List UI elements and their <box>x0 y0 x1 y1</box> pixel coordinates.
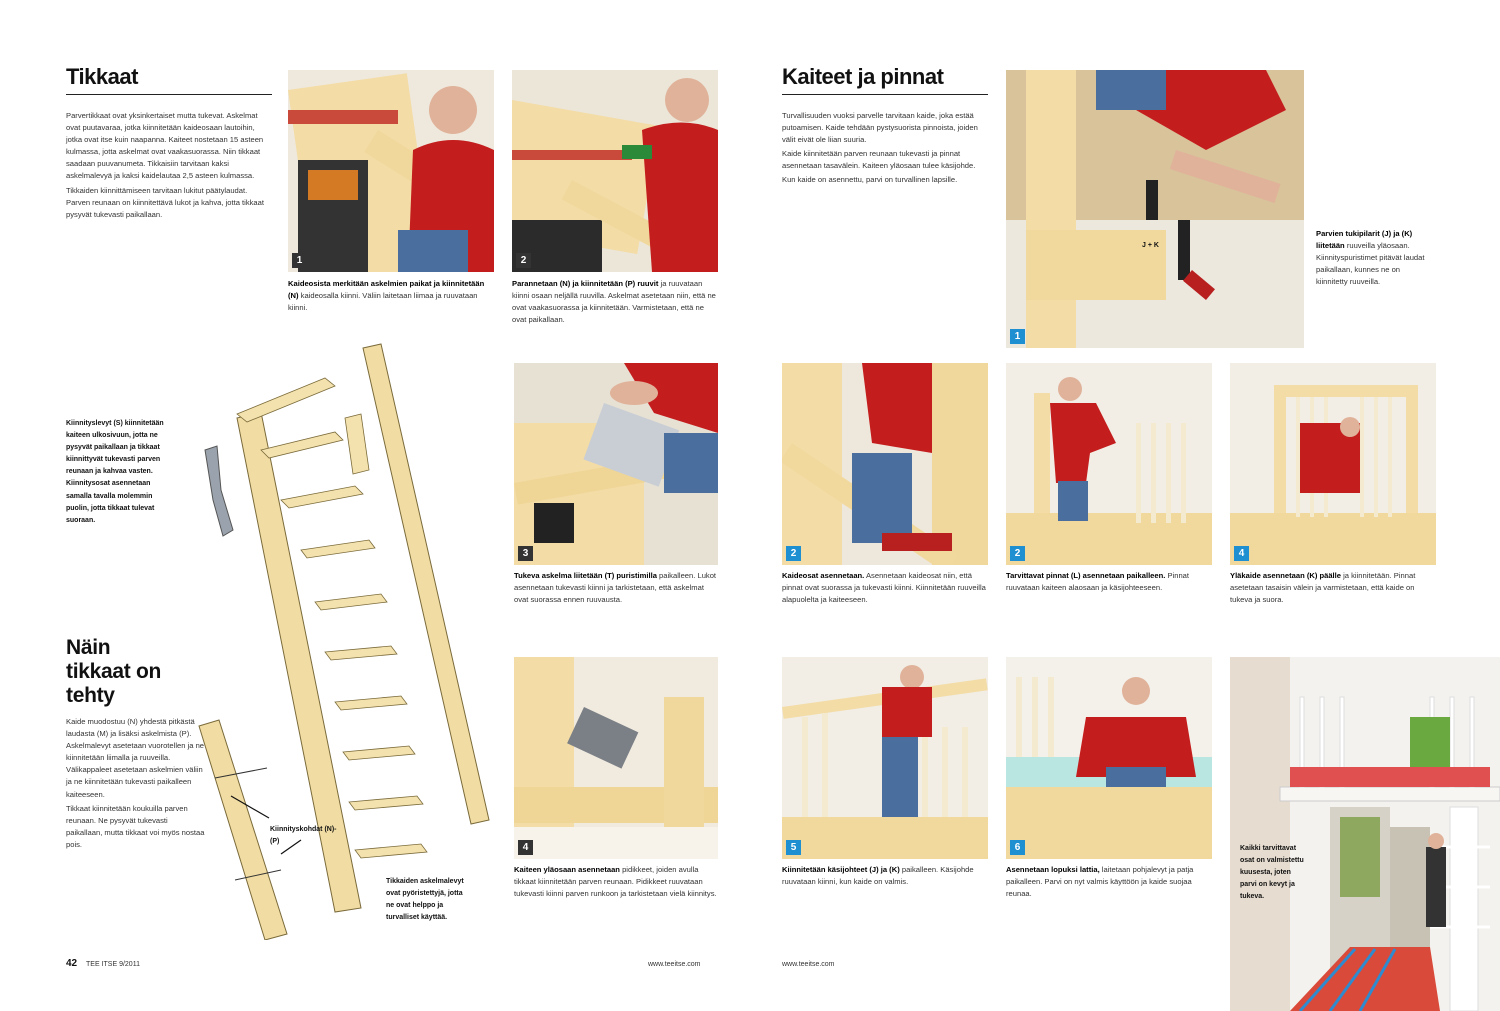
ladder-bottom-note: Tikkaiden askelmalevyt ovat pyöristettyjä, jotta ne ovat helppo ja turvalliset käyttää. <box>386 878 464 922</box>
section-title-made: Näin tikkaat on tehty <box>66 636 162 707</box>
rail-caption-6 <box>1006 864 1212 900</box>
step-caption-text: Pinnat ruuvataan kaiteen alaosaan ja käsijohteeseen. <box>1006 571 1190 592</box>
step-number-badge: 5 <box>786 840 801 855</box>
step-photo-2 <box>512 70 718 272</box>
intro-paragraph: Parvertikkaat ovat yksinkertaiset mutta tukevat. Askelmat ovat puutavaraa, jotka kiinnitetään kaideosaan lautoihin, jotka ovat itse kuin naapanna. Kaiteet nostetaan 15 asteen kulmassa, jotta askelmat ovat vaakasuorassa. Niin tikkaat saadaan puuvanumeta. Tikkaisiin tarvitaan kaksi askelmalevyä ja kaksi kaidelautaa 2,5 asteen kulmassa. <box>66 111 264 181</box>
step-caption-bold: Parvien tukipilarit (J) ja (K) liitetään <box>1316 229 1413 250</box>
step-caption-bold: Kiinnitetään käsijohteet (J) ja (K) <box>782 865 900 874</box>
rail-photo-5 <box>782 657 988 859</box>
rail-caption-2a <box>782 570 988 606</box>
intro-paragraph: Kun kaide on asennettu, parvi on turvallinen lapsille. <box>782 175 958 185</box>
step-caption-bold: Asennetaan lopuksi lattia, <box>1006 865 1100 874</box>
rail-caption-5 <box>782 864 988 888</box>
step-photo-1 <box>288 70 494 272</box>
step-caption-bold: Parannetaan (N) ja kiinnitetään (P) ruuvit <box>512 279 659 288</box>
step-caption-text: ja ruuvataan kiinni osaan neljällä ruuvilla. Askelmat asetetaan niin, että ne ovat vaakasuorassa ja kiinnitetään. Varmistetaan, että ne ovat paikallaan. <box>512 279 716 324</box>
step-caption-bold: Kaideosista merkitään askelmien paikat ja kiinnitetään (N) <box>288 279 485 300</box>
page-title-kaiteet: Kaiteet ja pinnat <box>782 64 988 95</box>
page-title-tikkaat: Tikkaat <box>66 64 272 95</box>
footer-url-right: www.teeitse.com <box>782 961 835 968</box>
step-caption-text: kaideosalla kiinni. Väliin laitetaan liimaa ja ruuvataan kiinni. <box>288 291 478 312</box>
step-photo-3 <box>514 363 718 565</box>
step-caption-text: ruuveilla yläosaan. Kiinnityspuristimet pitävät laudat paikallaan, kunnes ne on kiinnitetty ruuveilla. <box>1316 241 1425 286</box>
step-number-badge: 2 <box>516 253 531 268</box>
intro-paragraph: Tikkaiden kiinnittämiseen tarvitaan lukitut päätylaudat. Parven reunaan on kiinnitettävä lukot ja kahva, jotta tikkaat pysyvät tukevasti paikallaan. <box>66 185 264 219</box>
step-caption-bold: Tarvittavat pinnat (L) asennetaan paikalleen. <box>1006 571 1166 580</box>
footer-magazine <box>86 961 140 968</box>
step-caption-text: paikalleen. Lukot asennetaan tukevasti kiinni ja tarkistetaan, että askelmat ovat suorassa ennen ruuvausta. <box>514 571 717 604</box>
step-caption-text: pidikkeet, joiden avulla tikkaat kiinnitetään parven reunaan. Pidikkeet ruuvataan tukevasti kiinni parven runkoon ja tarkistetaan vielä kiinnitys. <box>514 865 717 898</box>
rail-caption-4 <box>1230 570 1436 606</box>
step-caption-bold: Yläkaide asennetaan (K) päälle <box>1230 571 1341 580</box>
step-number-badge: 3 <box>518 546 533 561</box>
step-caption-bold: Kaideosat asennetaan. <box>782 571 865 580</box>
page-number: 42 <box>66 958 78 969</box>
rail-photo-2a <box>782 363 988 565</box>
step-photo-4 <box>514 657 718 859</box>
intro-paragraph: Turvallisuuden vuoksi parvelle tarvitaan kaide, joka estää putoamisen. Kaide tehdään pystysuorista pinnoista, joiden välit eivät ole liian suuria. <box>782 111 978 145</box>
step-caption-text: laitetaan pohjalevyt ja patja paikalleen. Parvi on nyt valmis käyttöön ja kaide suojaa reunaa. <box>1006 865 1194 898</box>
footer-year: 9/2011 <box>119 961 140 968</box>
rail-caption-2b <box>1006 570 1212 594</box>
step-caption-3 <box>514 570 718 606</box>
step-number-badge: 4 <box>1234 546 1249 561</box>
made-paragraph: Kaide muodostuu (N) yhdestä pitkästä laudasta (M) ja lisäksi askelmista (P). Askelmalevyt asetetaan vuorotellen ja ne kiinnitetään liimalla ja ruuveilla. Välikappaleet asetetaan askelmien väliin ja ne kiinnitetään tukevasti paikalleen kaiteeseen. <box>66 717 205 799</box>
final-note: Kaikki tarvittavat osat on valmistettu kuusesta, joten parvi on kevyt ja tukeva. <box>1240 845 1304 901</box>
footer-title: TEE ITSE <box>86 961 118 968</box>
intro-text-right <box>782 110 982 189</box>
step-caption-1 <box>288 278 494 314</box>
step-number-badge: 2 <box>1010 546 1025 561</box>
intro-paragraph: Kaide kiinnitetään parven reunaan tukevasti ja pinnat asennetaan tasavälein. Kaiteen yläosaan tulee käsijohde. <box>782 149 976 171</box>
step-number-badge: 4 <box>518 840 533 855</box>
intro-text-left <box>66 110 271 223</box>
rail-photo-6 <box>1006 657 1212 859</box>
step-caption-bold: Kaiteen yläosaan asennetaan <box>514 865 620 874</box>
step-number-badge: 1 <box>292 253 307 268</box>
step-caption-bold: Tukeva askelma liitetään (T) puristimilla <box>514 571 657 580</box>
step-caption-text: paikalleen. Käsijohde ruuvataan kiinni, kun kaide on valmis. <box>782 865 974 886</box>
step-caption-4 <box>514 864 718 900</box>
step-caption-text: ja kiinnitetään. Pinnat asetetaan tasaisin välein ja varmistetaan, että kaide on tukeva ja suora. <box>1230 571 1416 604</box>
finished-loft-photo <box>1230 657 1500 1011</box>
callout-label: Kiinnityskohdat (N)-(P) <box>270 826 337 846</box>
ladder-diagram <box>185 340 495 940</box>
step-caption-2 <box>512 278 718 326</box>
step-number-badge: 6 <box>1010 840 1025 855</box>
rail-photo-4 <box>1230 363 1436 565</box>
rail-caption-1 <box>1316 228 1428 288</box>
step-number-badge: 1 <box>1010 329 1025 344</box>
footer-url-left: www.teeitse.com <box>648 961 701 968</box>
made-text <box>66 716 206 853</box>
step-caption-text: Asennetaan kaideosat niin, että pinnat ovat suorassa ja tukevasti kiinni. Kiinnitetään ruuveilla alapuolelta ja kaiteeseen. <box>782 571 986 604</box>
fastener-note: Kiinnityslevyt (S) kiinnitetään kaiteen ulkosivuun, jotta ne pysyvät paikallaan ja tikkaat kiinnittyvät tukevasti parven reunaan ja kahvaa vasten. Kiinnitysosat asennetaan samalla tavalla molemmin puolin, jotta tikkaat tulevat suoraan. <box>66 420 164 524</box>
bracket-icon <box>205 446 233 536</box>
made-paragraph: Tikkaat kiinnitetään koukuilla parven reunaan. Ne pysyvät tukevasti paikallaan, mutta tikkaat voi myös nostaa pois. <box>66 803 205 849</box>
part-label-jk: J + K <box>1142 242 1159 249</box>
step-number-badge: 2 <box>786 546 801 561</box>
rail-photo-1 <box>1006 70 1304 348</box>
rail-photo-2b <box>1006 363 1212 565</box>
